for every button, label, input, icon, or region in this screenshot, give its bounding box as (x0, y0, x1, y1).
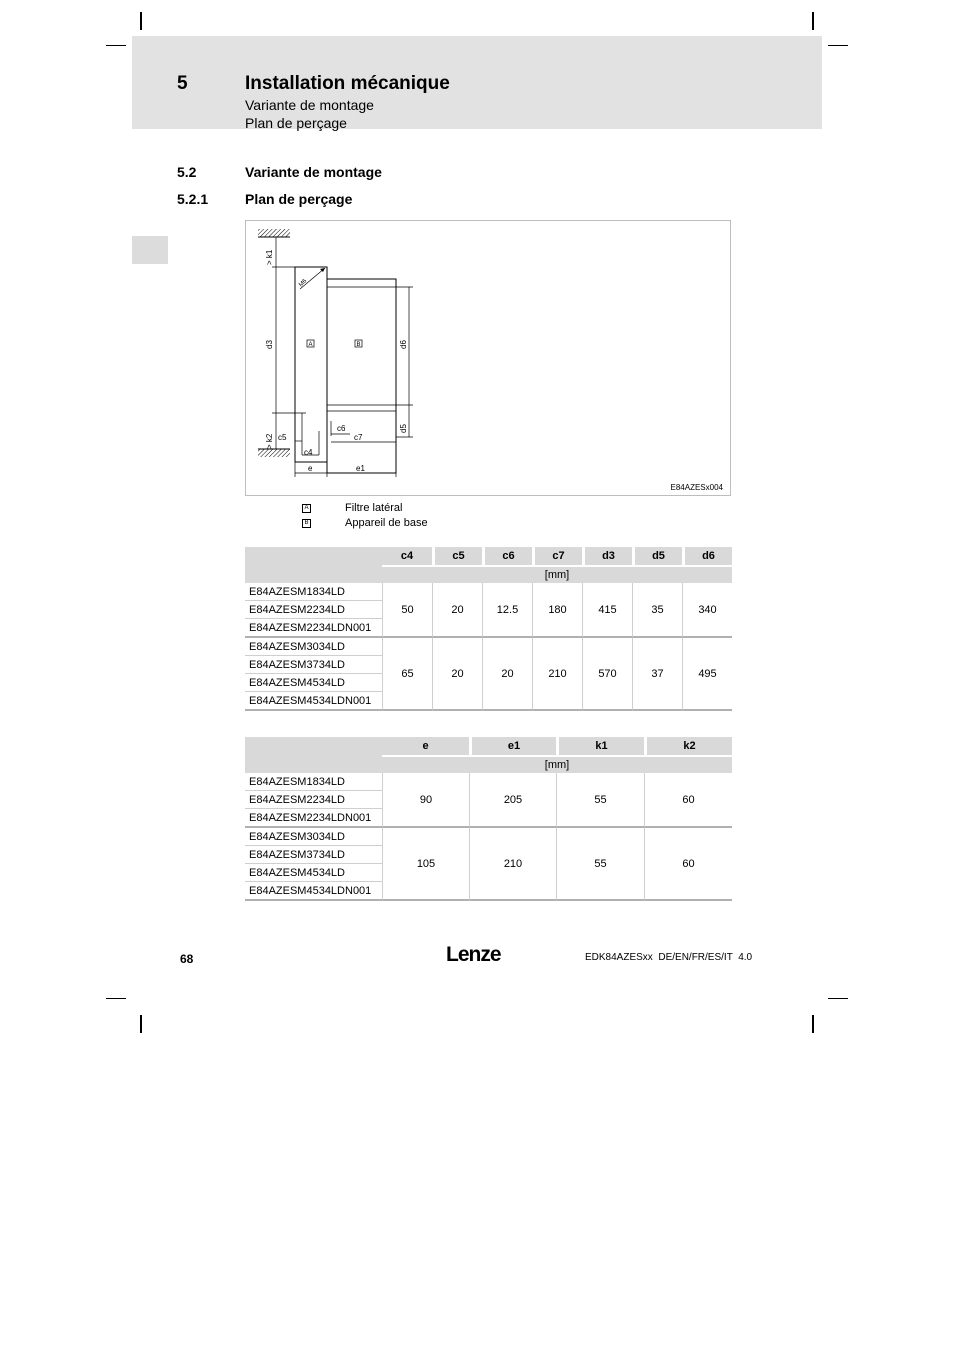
column-header: d3 (582, 547, 632, 565)
table-cell: 20 (432, 638, 482, 711)
table-cell: 415 (582, 583, 632, 638)
table-row-product: E84AZESM1834LD (245, 583, 382, 601)
label-a: A (308, 342, 313, 348)
table-cell: 60 (644, 828, 732, 901)
table-row-product: E84AZESM4534LDN001 (245, 882, 382, 901)
unit-row: [mm] (382, 565, 732, 583)
table-cell: 12.5 (482, 583, 532, 638)
table-cell: 90 (382, 773, 469, 828)
table-cell: 35 (632, 583, 682, 638)
figure-id: E84AZESx004 (670, 483, 723, 492)
table-cell: 50 (382, 583, 432, 638)
header-band (132, 36, 822, 129)
drilling-plan-diagram (246, 221, 732, 497)
section-title: Variante de montage (245, 164, 382, 180)
column-header: e (382, 737, 469, 755)
crop-mark (812, 1015, 814, 1033)
subsection-number: 5.2.1 (177, 191, 209, 207)
dimensions-table-e-k (245, 737, 732, 901)
d6-label: d6 (399, 340, 408, 349)
crop-mark (140, 1015, 142, 1033)
table-row-product: E84AZESM4534LD (245, 674, 382, 692)
table-row-product: E84AZESM3034LD (245, 828, 382, 846)
crop-mark (828, 45, 848, 46)
unit-row: [mm] (382, 755, 732, 773)
crop-mark (828, 998, 848, 999)
column-header: k2 (644, 737, 732, 755)
page-number: 68 (180, 952, 194, 966)
chapter-title: Installation mécanique (245, 73, 450, 94)
table-row-product: E84AZESM2234LD (245, 791, 382, 809)
table-row-product: E84AZESM3734LD (245, 656, 382, 674)
column-header: c7 (532, 547, 582, 565)
side-tab-marker (132, 236, 168, 264)
crop-mark (106, 45, 126, 46)
header-subtitle: Plan de perçage (245, 115, 347, 131)
lenze-logo: Lenze (446, 943, 501, 966)
table-cell: 105 (382, 828, 469, 901)
table-row-product: E84AZESM3034LD (245, 638, 382, 656)
table-cell: 37 (632, 638, 682, 711)
legend-key: B (302, 519, 311, 528)
column-header: c6 (482, 547, 532, 565)
wall-bottom (258, 449, 290, 457)
table-cell: 210 (532, 638, 582, 711)
c5-label: c5 (278, 433, 287, 442)
e-label: e (308, 464, 313, 473)
column-header: c4 (382, 547, 432, 565)
table-cell: 55 (556, 773, 644, 828)
table-cell: 210 (469, 828, 556, 901)
column-header: e1 (469, 737, 556, 755)
crop-mark (106, 998, 126, 999)
table-row-product: E84AZESM4534LDN001 (245, 692, 382, 711)
table-row-product: E84AZESM4534LD (245, 864, 382, 882)
table-cell: 55 (556, 828, 644, 901)
table-corner (245, 547, 382, 583)
table-cell: 20 (432, 583, 482, 638)
column-header: d5 (632, 547, 682, 565)
c6-label: c6 (337, 424, 346, 433)
k2-label: > k2 (265, 433, 274, 449)
dimensions-table-c-d (245, 547, 732, 711)
k1-label: > k1 (265, 249, 274, 265)
table-row-product: E84AZESM3734LD (245, 846, 382, 864)
column-header: d6 (682, 547, 732, 565)
header-subtitle: Variante de montage (245, 97, 374, 113)
section-number: 5.2 (177, 164, 197, 180)
table-cell: 65 (382, 638, 432, 711)
d5-label: d5 (399, 424, 408, 433)
wall-top (258, 229, 290, 237)
e1-label: e1 (356, 464, 365, 473)
table-cell: 205 (469, 773, 556, 828)
table-cell: 20 (482, 638, 532, 711)
legend-text: Filtre latéral (345, 502, 403, 514)
side-filter-outline (295, 267, 327, 462)
c7-label: c7 (354, 433, 363, 442)
table-cell: 180 (532, 583, 582, 638)
table-cell: 340 (682, 583, 732, 638)
table-row-product: E84AZESM1834LD (245, 773, 382, 791)
subsection-title: Plan de perçage (245, 191, 353, 207)
table-cell: 570 (582, 638, 632, 711)
table-row-product: E84AZESM2234LDN001 (245, 619, 382, 638)
m6-label: M6 (298, 278, 309, 289)
table-row-product: E84AZESM2234LD (245, 601, 382, 619)
table-cell: 60 (644, 773, 732, 828)
document-id: EDK84AZESxx DE/EN/FR/ES/IT 4.0 (585, 952, 753, 963)
drilling-plan-figure (245, 220, 731, 496)
column-header: c5 (432, 547, 482, 565)
table-cell: 495 (682, 638, 732, 711)
table-row-product: E84AZESM2234LDN001 (245, 809, 382, 828)
column-header: k1 (556, 737, 644, 755)
crop-mark (812, 12, 814, 30)
c4-label: c4 (304, 448, 313, 457)
label-b: B (356, 342, 361, 348)
d3-label: d3 (265, 340, 274, 349)
chapter-number: 5 (177, 73, 188, 94)
table-corner (245, 737, 382, 773)
legend-text: Appareil de base (345, 517, 428, 529)
legend-key: A (302, 504, 311, 513)
crop-mark (140, 12, 142, 30)
base-device-outline (327, 279, 396, 473)
